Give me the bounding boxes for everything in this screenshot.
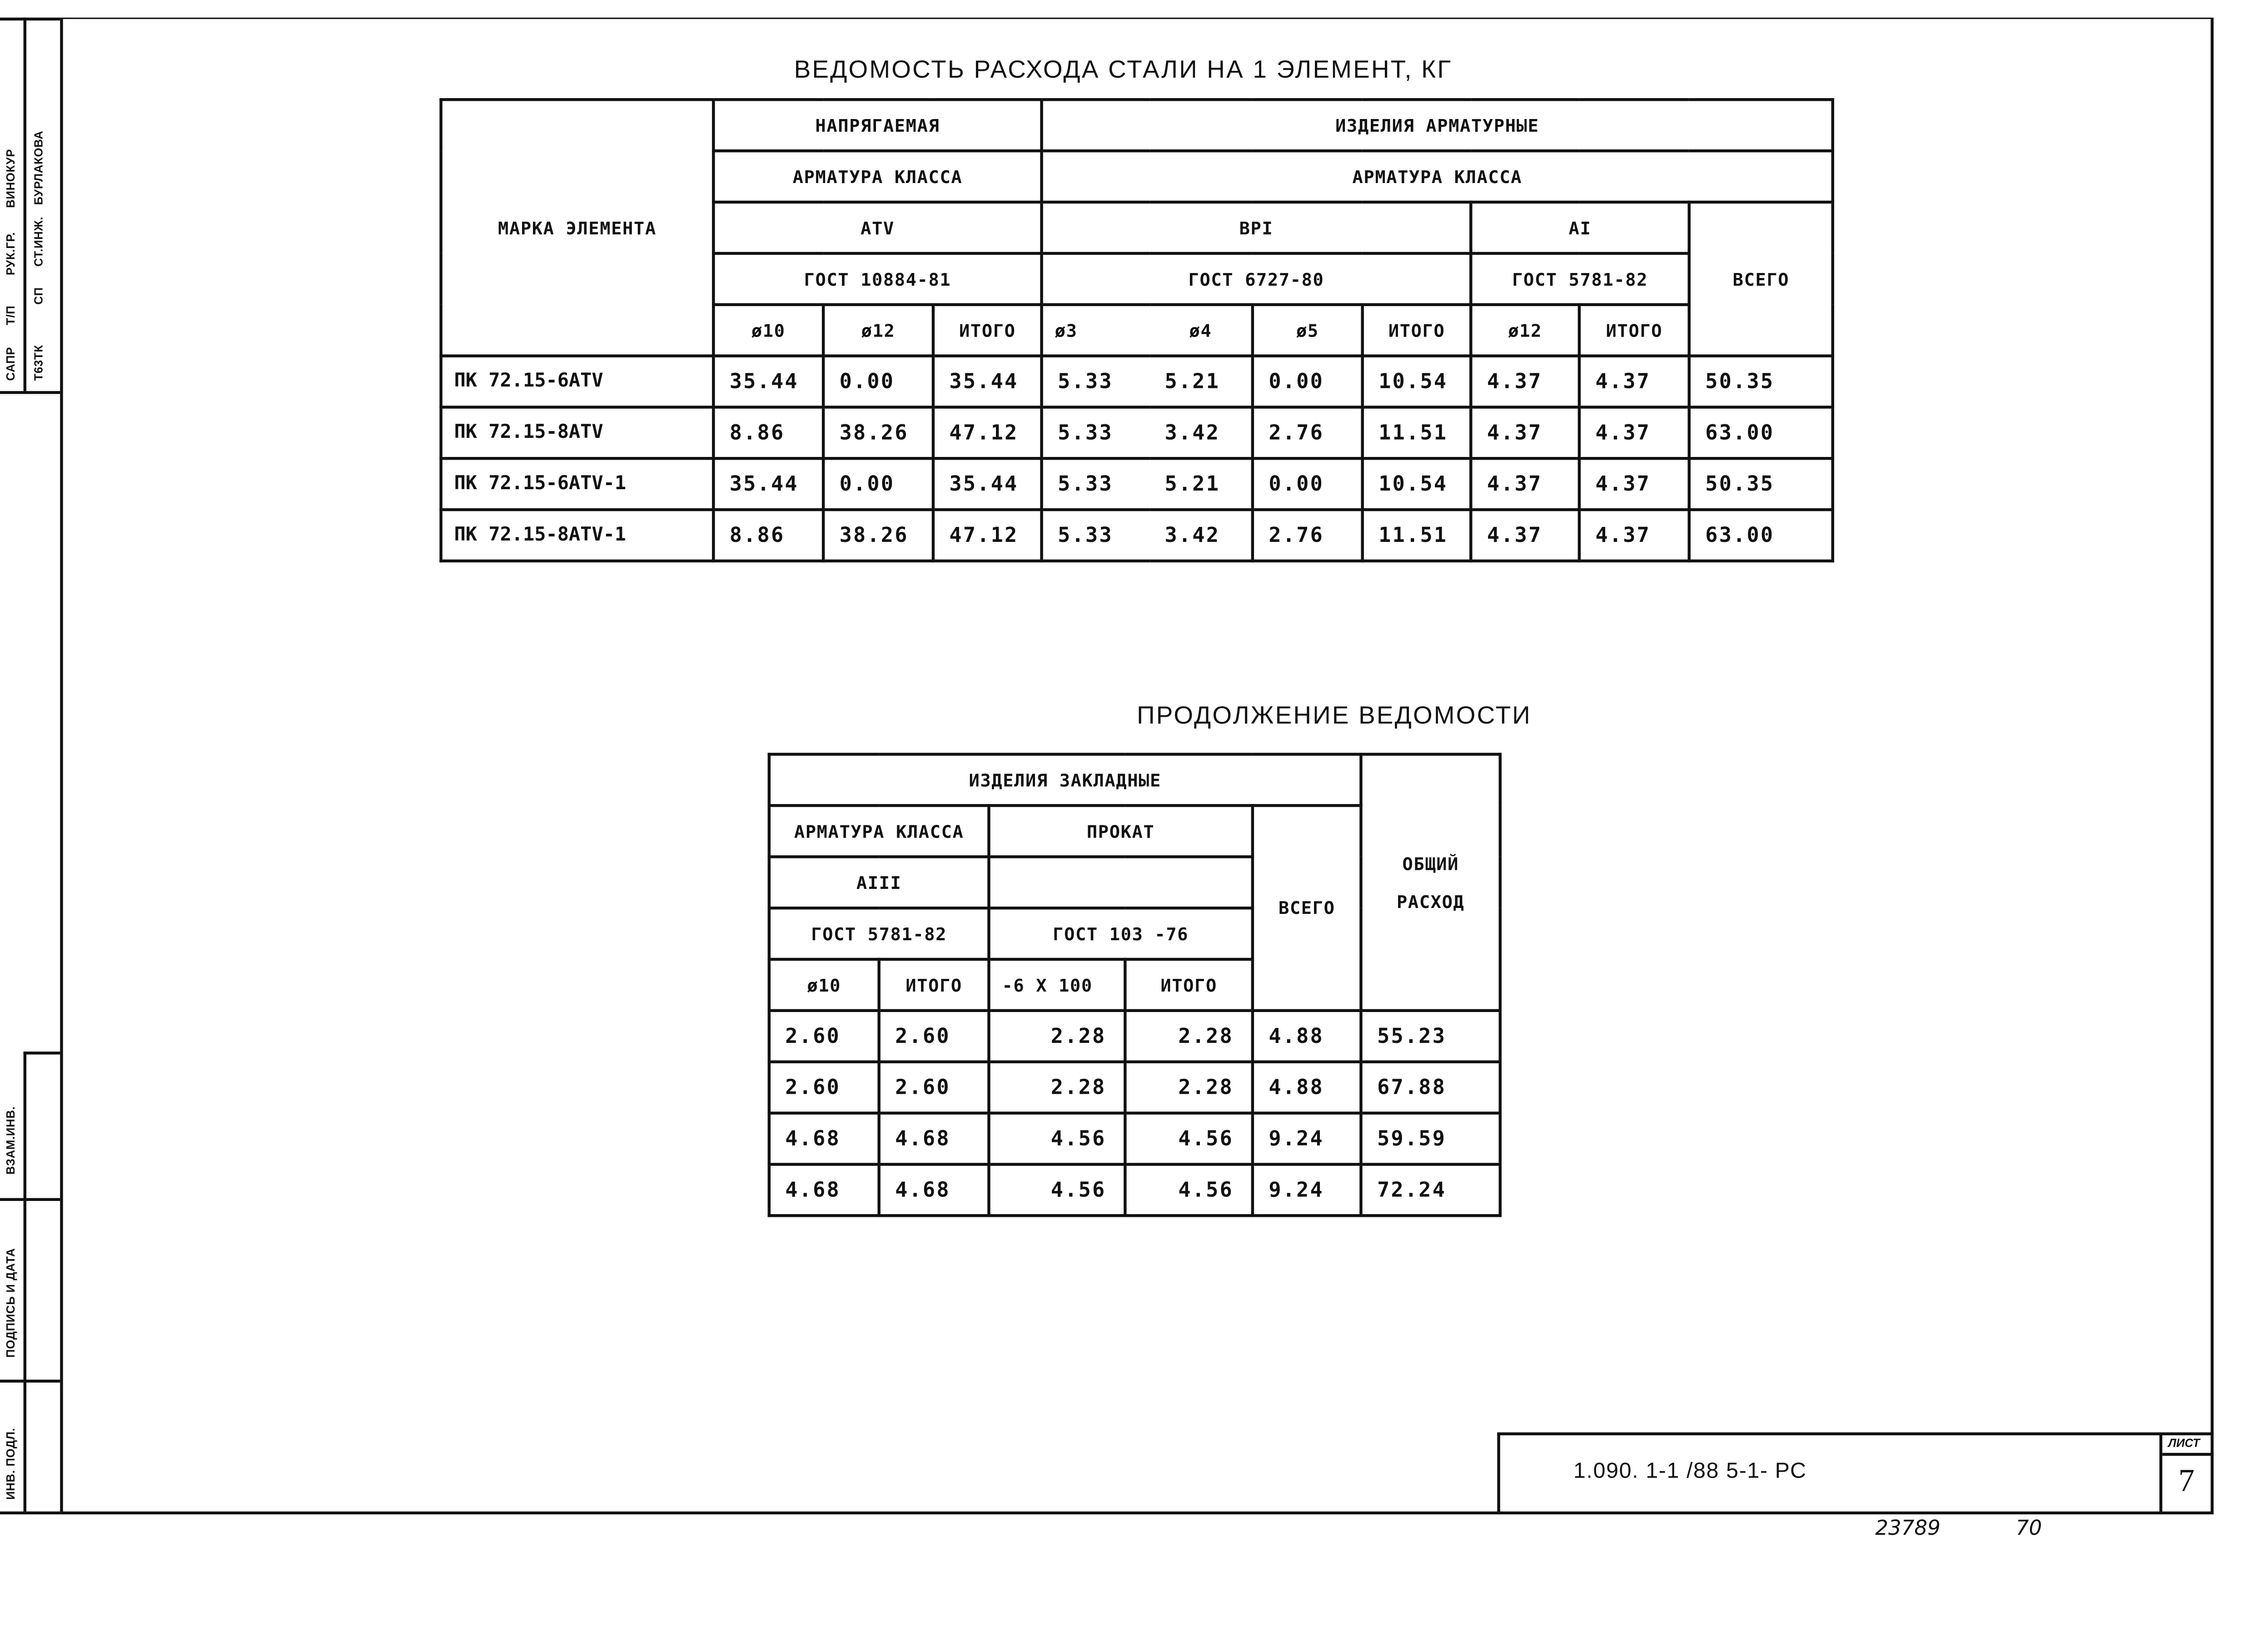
- cell-value: 4.68: [769, 1113, 879, 1165]
- header-class-aiii: АIII: [769, 857, 989, 908]
- sub-itogo: ИТОГО: [933, 305, 1042, 356]
- cell-value: 4.68: [879, 1113, 989, 1165]
- sub2-plate: -6 Х 100: [989, 959, 1125, 1011]
- stamp-role-tp: Т/П: [4, 305, 18, 325]
- cell-value: 0.00: [1253, 458, 1363, 510]
- cell-value: 63.00: [1689, 407, 1833, 458]
- header-total: ВСЕГО: [1689, 202, 1833, 356]
- cell-value: 55.23: [1361, 1011, 1500, 1062]
- header-prestressed-2: АРМАТУРА КЛАССА: [713, 151, 1041, 202]
- cell-value: 38.26: [823, 510, 933, 561]
- cell-value: 4.88: [1253, 1062, 1361, 1113]
- cell-value: 10.54: [1363, 458, 1471, 510]
- header-gost-prokat: ГОСТ 103 -76: [989, 908, 1252, 959]
- cell-value: 35.44: [713, 458, 823, 510]
- cell-value: 63.00: [1689, 510, 1833, 561]
- page-reference: 70: [2015, 1517, 2042, 1541]
- sheet-box-divider: [2162, 1453, 2214, 1455]
- sheet-number: 7: [2178, 1461, 2195, 1498]
- title-block: [1497, 1432, 2214, 1514]
- cell-mark: ПК 72.15-8АТV: [441, 407, 714, 458]
- table-row: [441, 407, 1833, 458]
- cell-value: 4.37: [1579, 407, 1689, 458]
- header-class-vpi: ВРI: [1042, 202, 1471, 253]
- table-row: [441, 356, 1833, 407]
- cell-value: 10.54: [1363, 356, 1471, 407]
- sub-itogo-2: ИТОГО: [1363, 305, 1471, 356]
- cell-value: 4.56: [1125, 1164, 1253, 1215]
- sub2-itogo-2: ИТОГО: [1125, 959, 1253, 1011]
- cell-value: 5.21: [1150, 356, 1253, 407]
- cell-value: 0.00: [823, 458, 933, 510]
- table-row: [769, 1011, 1500, 1062]
- continuation-table: [768, 753, 1502, 1217]
- cell-value: 2.76: [1253, 407, 1363, 458]
- cell-value: 4.37: [1471, 510, 1579, 561]
- cell-value: 4.56: [989, 1164, 1125, 1215]
- table-row: [769, 1164, 1500, 1215]
- cell-value: 11.51: [1363, 407, 1471, 458]
- cell-value: 9.24: [1253, 1164, 1361, 1215]
- header-mark: МАРКА ЭЛЕМЕНТА: [441, 99, 714, 356]
- cell-value: 38.26: [823, 407, 933, 458]
- table-row: [769, 1113, 1500, 1165]
- cell-value: 35.44: [933, 356, 1042, 407]
- cell-value: 2.28: [989, 1062, 1125, 1113]
- cell-mark: ПК 72.15-6АТV: [441, 356, 714, 407]
- header-total-2: ВСЕГО: [1253, 805, 1361, 1010]
- document-code: 1.090. 1-1 /88 5-1- РС: [1573, 1459, 1807, 1484]
- sub-d4: ø4: [1150, 305, 1253, 356]
- stamp-role-lead: РУК.ГР.: [4, 232, 18, 276]
- binding-strip: [0, 18, 60, 1514]
- stamp-role-sapr: САПР: [4, 347, 18, 381]
- cell-value: 72.24: [1361, 1164, 1500, 1215]
- cell-value: 2.60: [769, 1011, 879, 1062]
- header-gost-aiii: ГОСТ 5781-82: [769, 908, 989, 959]
- cell-value: 8.86: [713, 510, 823, 561]
- header-class-atv: АТV: [713, 202, 1041, 253]
- stamp-name-2: СП: [32, 287, 45, 305]
- cell-value: 4.68: [769, 1164, 879, 1215]
- header-prestressed-1: НАПРЯГАЕМАЯ: [713, 99, 1041, 151]
- stamp-name-4: БУРЛАКОВА: [32, 130, 45, 205]
- header-gost-vpi: ГОСТ 6727-80: [1042, 253, 1471, 305]
- cell-value: 35.44: [933, 458, 1042, 510]
- cell-value: 2.60: [769, 1062, 879, 1113]
- cell-value: 5.33: [1042, 407, 1150, 458]
- header-products-1: ИЗДЕЛИЯ АРМАТУРНЫЕ: [1042, 99, 1833, 151]
- cell-value: 5.33: [1042, 356, 1150, 407]
- cell-value: 4.37: [1471, 407, 1579, 458]
- stamp-name-1: Т63ТК: [32, 345, 45, 381]
- cell-value: 0.00: [823, 356, 933, 407]
- cell-value: 0.00: [1253, 356, 1363, 407]
- cell-value: 2.60: [879, 1062, 989, 1113]
- sub-d12: ø12: [823, 305, 933, 356]
- sub2-itogo: ИТОГО: [879, 959, 989, 1011]
- cell-value: 4.37: [1471, 458, 1579, 510]
- cell-value: 2.76: [1253, 510, 1363, 561]
- header-overall-1: ОБЩИЙ: [1402, 853, 1459, 874]
- cell-value: 47.12: [933, 510, 1042, 561]
- cell-value: 4.56: [1125, 1113, 1253, 1165]
- sub-d3: ø3: [1042, 305, 1150, 356]
- header-products-2: АРМАТУРА КЛАССА: [1042, 151, 1833, 202]
- sub2-d10: ø10: [769, 959, 879, 1011]
- header-prokat: ПРОКАТ: [989, 805, 1252, 857]
- cell-value: 2.60: [879, 1011, 989, 1062]
- header-overall: [1361, 754, 1500, 1011]
- field-replace-inv: ВЗАМ.ИНВ.: [4, 1106, 18, 1175]
- stamp-role-name: ВИНОКУР: [4, 149, 18, 208]
- cell-value: 4.68: [879, 1164, 989, 1215]
- table2-title: ПРОДОЛЖЕНИЕ ВЕДОМОСТИ: [1137, 701, 1532, 729]
- cell-value: 3.42: [1150, 510, 1253, 561]
- cell-value: 11.51: [1363, 510, 1471, 561]
- cell-value: 2.28: [989, 1011, 1125, 1062]
- cell-value: 2.28: [1125, 1011, 1253, 1062]
- table-row: [441, 458, 1833, 510]
- cell-value: 4.37: [1579, 510, 1689, 561]
- cell-value: 4.56: [989, 1113, 1125, 1165]
- sub-d5: ø5: [1253, 305, 1363, 356]
- cell-value: 3.42: [1150, 407, 1253, 458]
- sub-d12-ai: ø12: [1471, 305, 1579, 356]
- cell-value: 47.12: [933, 407, 1042, 458]
- cell-value: 50.35: [1689, 458, 1833, 510]
- cell-value: 4.88: [1253, 1011, 1361, 1062]
- table-row: [441, 510, 1833, 561]
- cell-value: 4.37: [1579, 458, 1689, 510]
- table1-title: ВЕДОМОСТЬ РАСХОДА СТАЛИ НА 1 ЭЛЕМЕНТ, КГ: [794, 55, 1453, 84]
- cell-mark: ПК 72.15-6АТV-1: [441, 458, 714, 510]
- table-row: [769, 1062, 1500, 1113]
- cell-value: 5.21: [1150, 458, 1253, 510]
- header-embedded: ИЗДЕЛИЯ ЗАКЛАДНЫЕ: [769, 754, 1361, 806]
- field-inv-original: ИНВ. ПОДЛ.: [4, 1428, 18, 1500]
- header-prokat-blank: [989, 857, 1252, 908]
- header-armatura-class: АРМАТУРА КЛАССА: [769, 805, 989, 857]
- sheet-number-box: [2159, 1432, 2214, 1514]
- cell-value: 9.24: [1253, 1113, 1361, 1165]
- cell-value: 2.28: [1125, 1062, 1253, 1113]
- cell-value: 35.44: [713, 356, 823, 407]
- sheet-label: ЛИСТ: [2168, 1437, 2200, 1450]
- header-class-ai: АI: [1471, 202, 1689, 253]
- cell-value: 8.86: [713, 407, 823, 458]
- cell-value: 67.88: [1361, 1062, 1500, 1113]
- header-gost-ai: ГОСТ 5781-82: [1471, 253, 1689, 305]
- cell-value: 4.37: [1579, 356, 1689, 407]
- cell-mark: ПК 72.15-8АТV-1: [441, 510, 714, 561]
- cell-value: 5.33: [1042, 458, 1150, 510]
- sub-itogo-3: ИТОГО: [1579, 305, 1689, 356]
- header-overall-2: РАСХОД: [1397, 891, 1465, 912]
- steel-consumption-table: [439, 98, 1834, 562]
- archive-number: 23789: [1875, 1517, 1941, 1541]
- field-sign-date: ПОДПИСЬ И ДАТА: [4, 1248, 18, 1358]
- cell-value: 5.33: [1042, 510, 1150, 561]
- sub-d10: ø10: [713, 305, 823, 356]
- cell-value: 4.37: [1471, 356, 1579, 407]
- cell-value: 59.59: [1361, 1113, 1500, 1165]
- stamp-name-3: СТ.ИНЖ.: [32, 216, 45, 267]
- header-gost-atv: ГОСТ 10884-81: [713, 253, 1041, 305]
- cell-value: 50.35: [1689, 356, 1833, 407]
